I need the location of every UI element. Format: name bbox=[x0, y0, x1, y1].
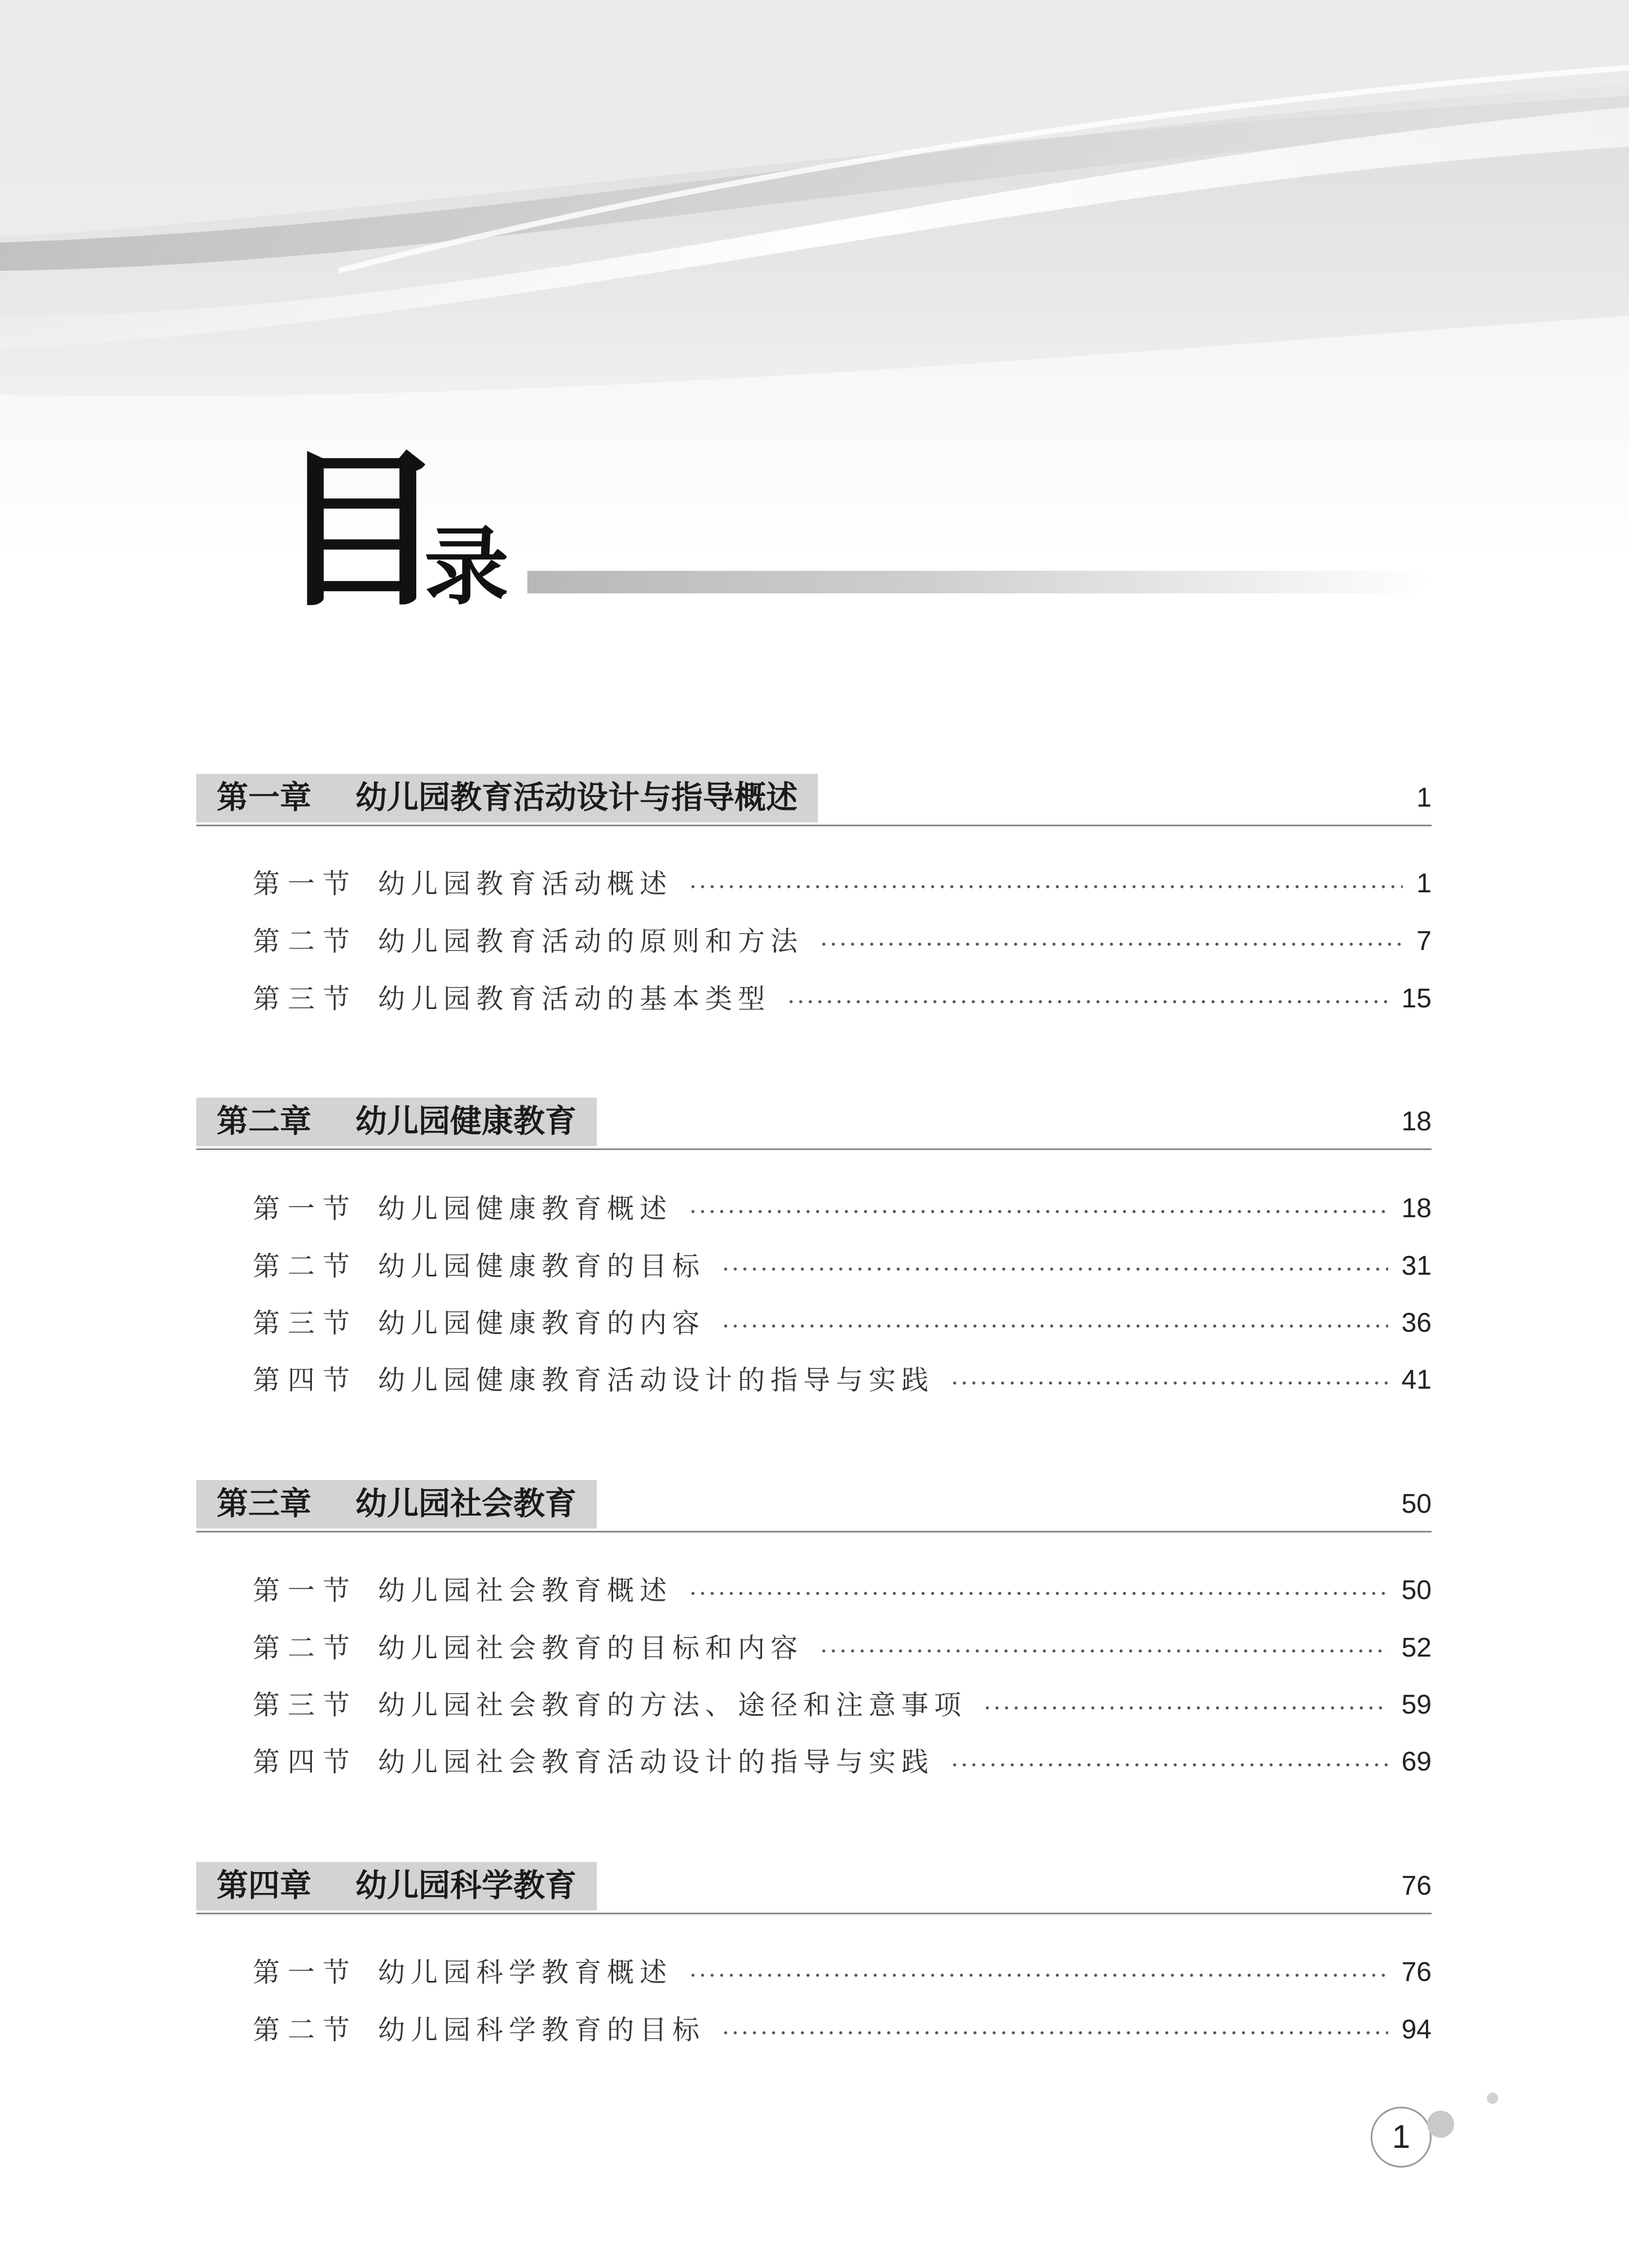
section-number-label: 第一节 bbox=[253, 1193, 358, 1225]
toc-section-entry[interactable] bbox=[253, 1950, 1432, 1995]
section-page-number: 69 bbox=[1401, 1747, 1432, 1777]
dot-leader bbox=[688, 885, 1403, 888]
toc-title-sub-char: 录 bbox=[424, 517, 509, 616]
toc-section-entry[interactable] bbox=[253, 861, 1432, 906]
section-number-label: 第二节 bbox=[253, 2014, 358, 2046]
section-number-label: 第二节 bbox=[253, 1250, 358, 1282]
section-number-label: 第一节 bbox=[253, 868, 358, 900]
dot-leader bbox=[721, 1324, 1388, 1328]
toc-section-entry[interactable] bbox=[253, 2007, 1432, 2053]
section-title: 幼儿园社会教育的方法、途径和注意事项 bbox=[378, 1689, 967, 1721]
section-title: 幼儿园科学教育概述 bbox=[378, 1957, 673, 1988]
section-title: 幼儿园社会教育活动设计的指导与实践 bbox=[378, 1746, 935, 1778]
section-page-number: 52 bbox=[1401, 1633, 1432, 1663]
section-page-number: 18 bbox=[1401, 1194, 1432, 1223]
header-banner-graphic bbox=[0, 0, 1629, 564]
toc-section-entry[interactable] bbox=[253, 1626, 1432, 1671]
toc-section-entry[interactable] bbox=[253, 1358, 1432, 1403]
section-page-number: 94 bbox=[1401, 2015, 1432, 2045]
section-title: 幼儿园教育活动的原则和方法 bbox=[378, 926, 804, 957]
chapter-title: 第二章 幼儿园健康教育 bbox=[196, 1098, 597, 1146]
section-title: 幼儿园教育活动的基本类型 bbox=[378, 983, 771, 1015]
section-number-label: 第二节 bbox=[253, 926, 358, 957]
section-title: 幼儿园社会教育概述 bbox=[378, 1575, 673, 1606]
section-title: 幼儿园教育活动概述 bbox=[378, 868, 673, 900]
section-title: 幼儿园健康教育的内容 bbox=[378, 1307, 706, 1339]
dot-leader bbox=[983, 1706, 1388, 1710]
chapter-heading[interactable] bbox=[196, 1480, 1432, 1532]
section-page-number: 31 bbox=[1401, 1251, 1432, 1281]
section-number-label: 第一节 bbox=[253, 1575, 358, 1606]
chapter-page-number: 18 bbox=[1401, 1107, 1432, 1137]
toc-title-main-char: 目 bbox=[276, 430, 446, 629]
section-title: 幼儿园健康教育概述 bbox=[378, 1193, 673, 1225]
section-number-label: 第三节 bbox=[253, 983, 358, 1015]
section-title: 幼儿园科学教育的目标 bbox=[378, 2014, 706, 2046]
chapter-title: 第三章 幼儿园社会教育 bbox=[196, 1480, 597, 1529]
title-underline-bar bbox=[527, 571, 1430, 593]
section-number-label: 第一节 bbox=[253, 1957, 358, 1988]
chapter-title: 第四章 幼儿园科学教育 bbox=[196, 1862, 597, 1910]
chapter-page-number: 50 bbox=[1401, 1489, 1432, 1519]
dot-leader bbox=[950, 1763, 1388, 1767]
dot-leader bbox=[721, 1267, 1388, 1271]
toc-section-entry[interactable] bbox=[253, 976, 1432, 1021]
section-page-number: 50 bbox=[1401, 1575, 1432, 1605]
chapter-heading[interactable] bbox=[196, 1098, 1432, 1150]
section-number-label: 第三节 bbox=[253, 1689, 358, 1721]
section-number-label: 第四节 bbox=[253, 1364, 358, 1396]
section-page-number: 15 bbox=[1401, 984, 1432, 1014]
decorative-dot-small bbox=[1487, 2093, 1498, 2104]
section-number-label: 第三节 bbox=[253, 1307, 358, 1339]
dot-leader bbox=[688, 1974, 1388, 1977]
chapter-page-number: 1 bbox=[1416, 783, 1432, 813]
section-number-label: 第四节 bbox=[253, 1746, 358, 1778]
dot-leader bbox=[721, 2031, 1388, 2034]
section-title: 幼儿园社会教育的目标和内容 bbox=[378, 1632, 804, 1664]
toc-section-entry[interactable] bbox=[253, 919, 1432, 964]
dot-leader bbox=[819, 1649, 1388, 1653]
toc-section-entry[interactable] bbox=[253, 1186, 1432, 1231]
chapter-heading[interactable] bbox=[196, 1862, 1432, 1914]
dot-leader bbox=[819, 943, 1403, 946]
dot-leader bbox=[688, 1592, 1388, 1595]
section-title: 幼儿园健康教育活动设计的指导与实践 bbox=[378, 1364, 935, 1396]
dot-leader bbox=[786, 1000, 1388, 1003]
chapter-page-number: 76 bbox=[1401, 1871, 1432, 1901]
toc-section-entry[interactable] bbox=[253, 1244, 1432, 1289]
section-page-number: 7 bbox=[1416, 926, 1432, 956]
dot-leader bbox=[688, 1210, 1388, 1213]
section-page-number: 41 bbox=[1401, 1365, 1432, 1395]
toc-section-entry[interactable] bbox=[253, 1301, 1432, 1346]
toc-section-entry[interactable] bbox=[253, 1739, 1432, 1785]
toc-section-entry[interactable] bbox=[253, 1568, 1432, 1613]
section-page-number: 76 bbox=[1401, 1957, 1432, 1987]
section-title: 幼儿园健康教育的目标 bbox=[378, 1250, 706, 1282]
page-number-badge: 1 bbox=[1371, 2107, 1432, 2168]
chapter-title: 第一章 幼儿园教育活动设计与指导概述 bbox=[196, 774, 818, 822]
section-page-number: 36 bbox=[1401, 1308, 1432, 1338]
dot-leader bbox=[950, 1381, 1388, 1385]
section-page-number: 1 bbox=[1416, 869, 1432, 899]
toc-section-entry[interactable] bbox=[253, 1683, 1432, 1728]
decorative-dot-large bbox=[1427, 2111, 1454, 2138]
section-number-label: 第二节 bbox=[253, 1632, 358, 1664]
chapter-heading[interactable] bbox=[196, 774, 1432, 826]
section-page-number: 59 bbox=[1401, 1690, 1432, 1720]
